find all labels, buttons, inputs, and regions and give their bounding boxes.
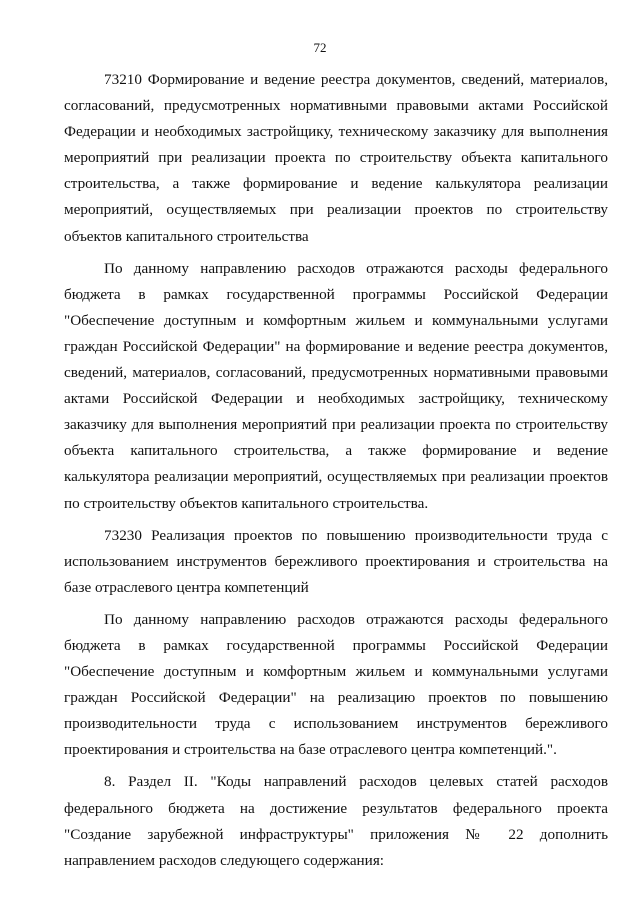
paragraph-73210-description: По данному направлению расходов отражаются расходы федерального бюджета в рамках государственной программы Российской Федерации "Обеспечение доступным и комфортным жильем и коммунальными услугами граждан Российской Федерации" на формирование и ведение реестра документов, сведений, материалов, согласований, предусмотренных нормативными правовыми актами Российской Федерации и необходимых застройщику, техническому заказчику для выполнения мероприятий при реализации проекта по строительству объекта капитального строительства, а также формирование и ведение калькулятора реализации мероприятий, осуществляемых при реализации проектов по строительству объектов капитального строительства. [64,259,608,512]
paragraph-73210-heading: 73210 Формирование и ведение реестра документов, сведений, материалов, согласований, предусмотренных нормативными правовыми актами Российской Федерации и необходимых застройщику, техническому заказчику для выполнения мероприятий при реализации проекта по строительству объекта капитального строительства, а также формирование и ведение калькулятора реализации мероприятий, осуществляемых при реализации проектов по строительству объектов капитального строительства [64,71,608,245]
document-body [64,67,608,874]
paragraph-section-8: 8. Раздел II. "Коды направлений расходов целевых статей расходов федерального бюджета на достижение результатов федерального проекта "Создание зарубежной инфраструктуры" приложения № 22 дополнить направлением расходов следующего содержания: [64,773,608,869]
page-number: 72 [313,40,327,55]
paragraph-73230-heading: 73230 Реализация проектов по повышению производительности труда с использованием инструментов бережливого проектирования и строительства на базе отраслевого центра компетенций [64,526,608,596]
paragraph-73230-description: По данному направлению расходов отражаются расходы федерального бюджета в рамках государственной программы Российской Федерации "Обеспечение доступным и комфортным жильем и коммунальными услугами граждан Российской Федерации" на реализацию проектов по повышению производительности труда с использованием инструментов бережливого проектирования и строительства на базе отраслевого центра компетенций.". [64,610,608,759]
